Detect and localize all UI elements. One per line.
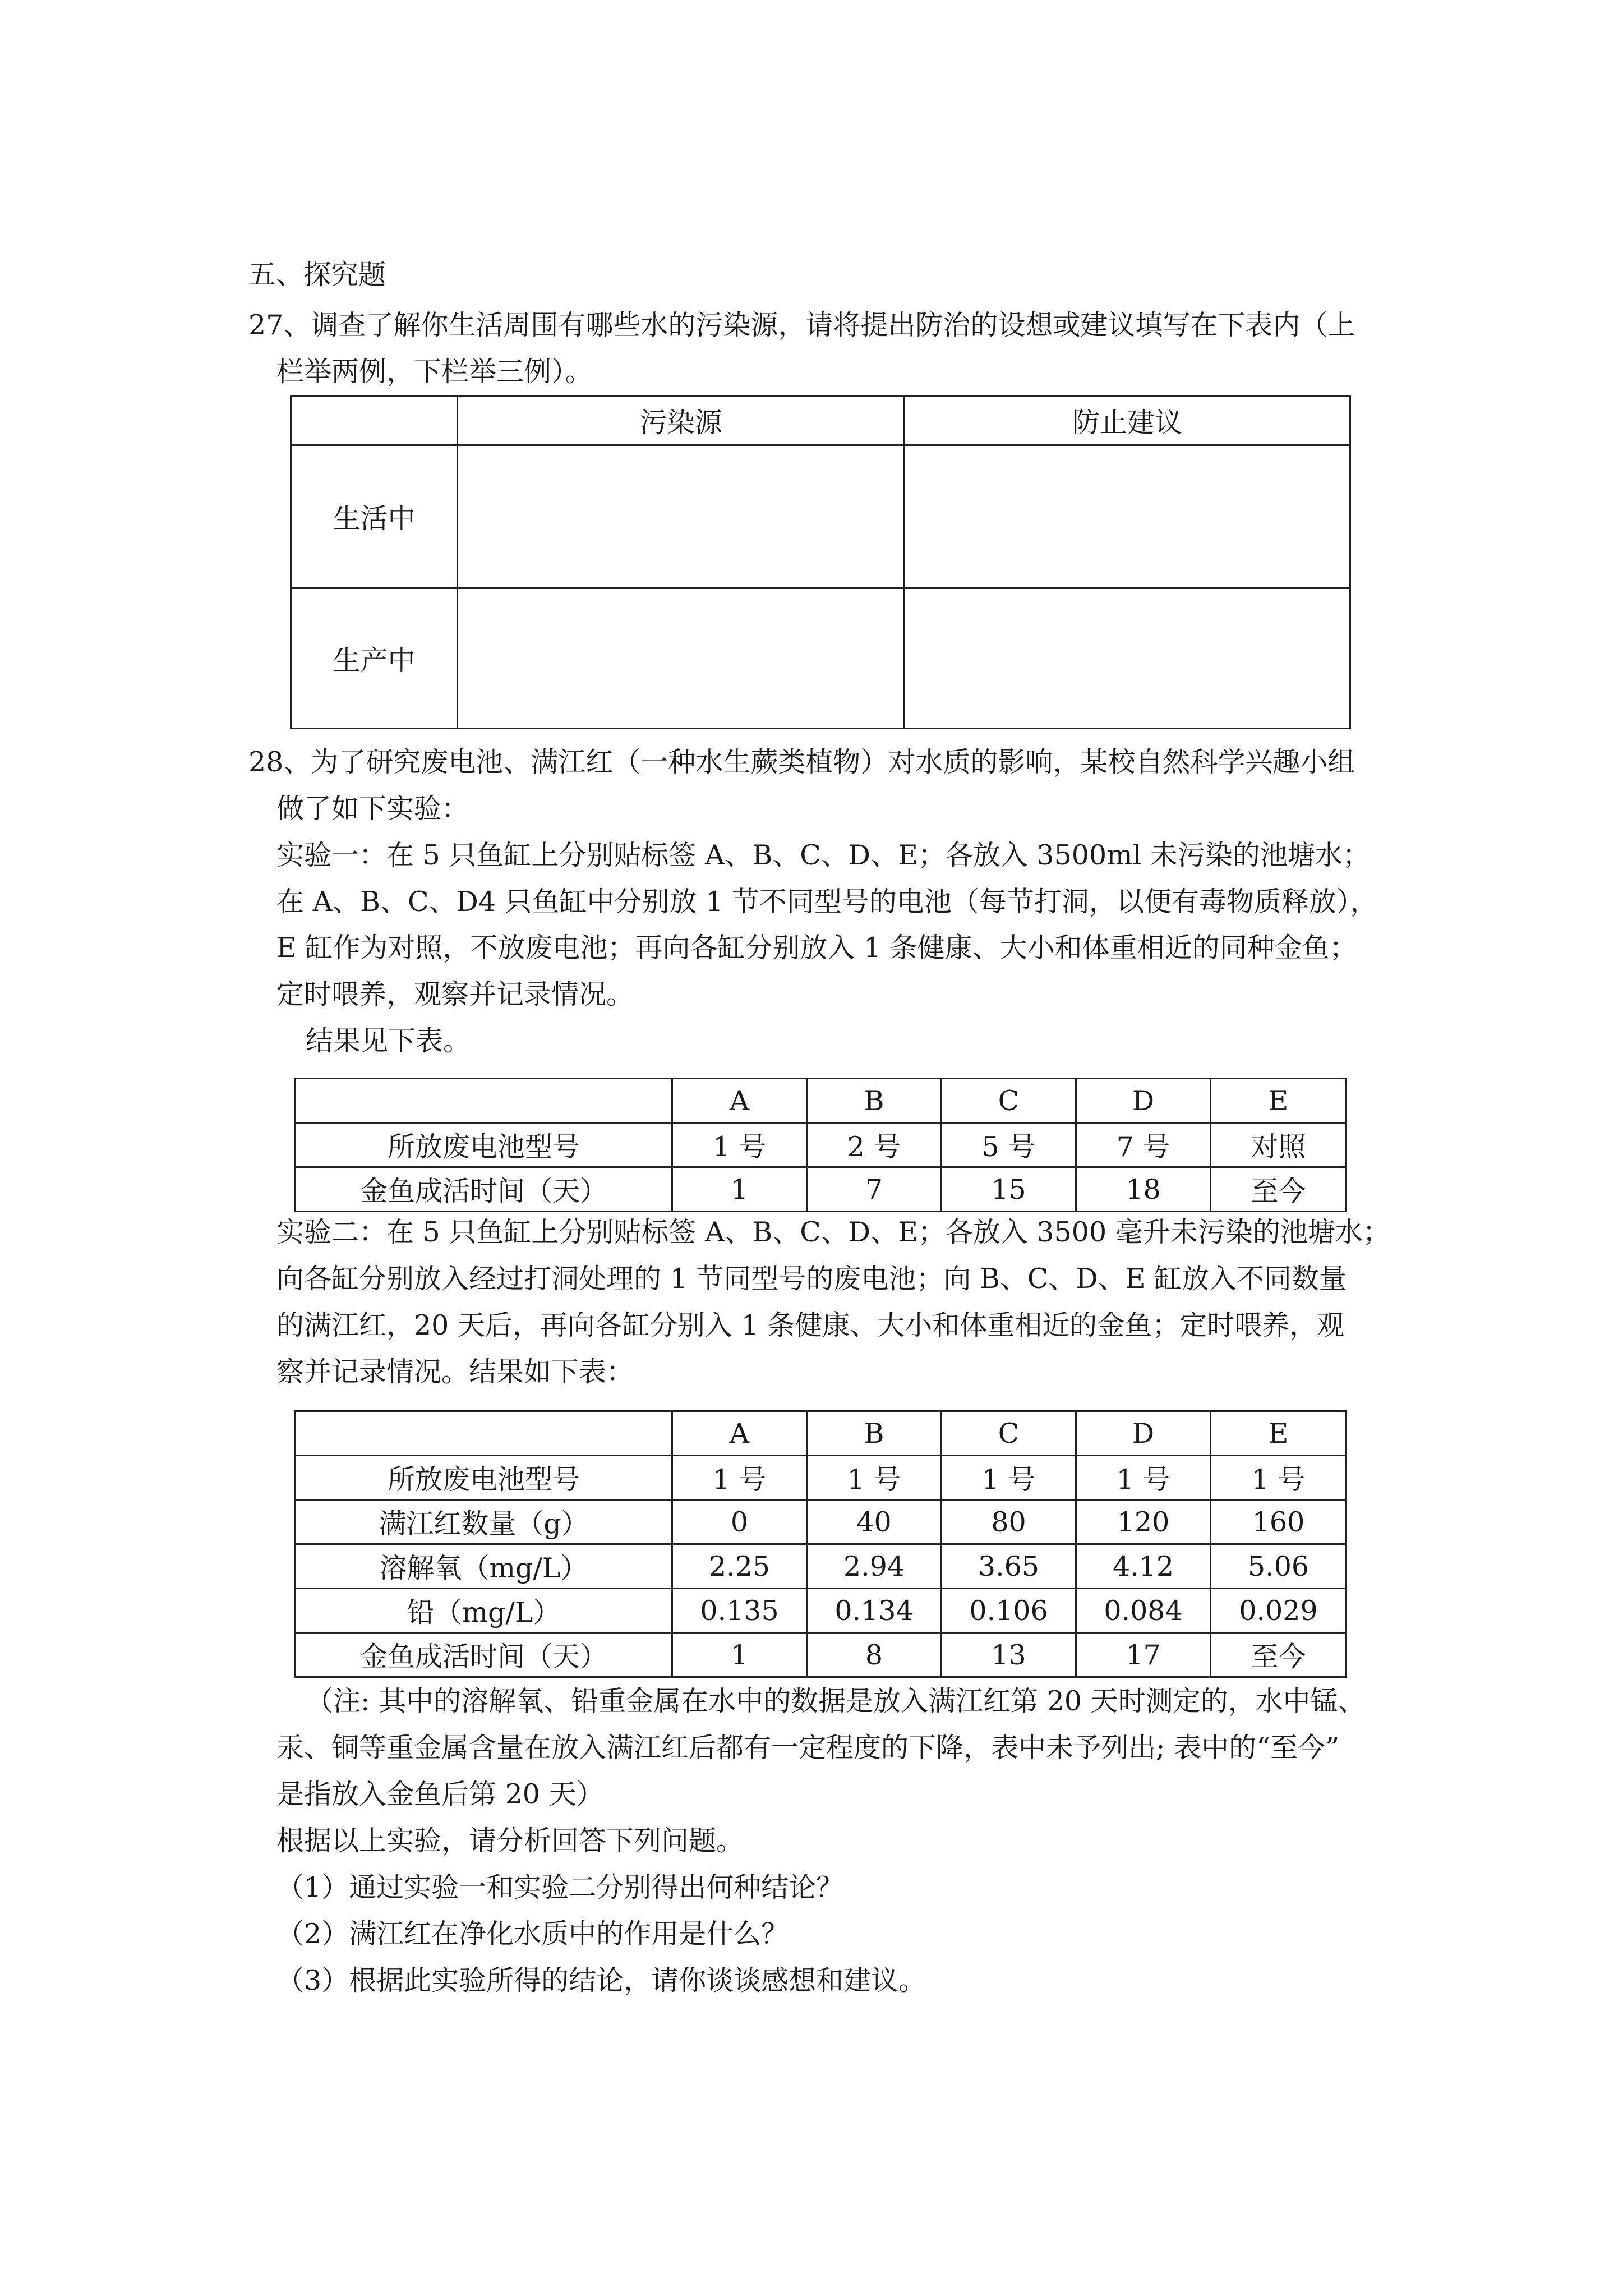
table-row (296, 1167, 1347, 1212)
sub-question: （1）通过实验一和实验二分别得出何种结论？ (276, 1871, 844, 1903)
table-cell: 所放废电池型号 (296, 1123, 672, 1167)
table-row (296, 1123, 1347, 1167)
table-cell: 2.94 (807, 1544, 942, 1589)
table-cell: 18 (1076, 1167, 1211, 1212)
table-header-cell: E (1211, 1411, 1347, 1456)
table-cell: 120 (1076, 1500, 1211, 1544)
table-row (291, 445, 1350, 588)
table-cell: 0.084 (1076, 1589, 1211, 1633)
table-cell: 7 号 (1076, 1123, 1211, 1167)
exp2-text-line: 的满江红，20 天后，再向各缸分别入 1 条健康、大小和体重相近的金鱼；定时喂养，观 (276, 1309, 1345, 1341)
table-header-cell (296, 1079, 672, 1123)
answer-cell-suggestion (905, 445, 1350, 588)
q27-text-line-1: 27、调查了解你生活周围有哪些水的污染源，请将提出防治的设想或建议填写在下表内（上 (248, 309, 1355, 341)
table-cell: 金鱼成活时间（天） (296, 1167, 672, 1212)
table-cell: 至今 (1211, 1167, 1347, 1212)
table-cell: 0.106 (942, 1589, 1076, 1633)
answer-cell-source (458, 445, 905, 588)
table-row (296, 1633, 1347, 1677)
row-label: 生产中 (291, 588, 458, 729)
table-cell: 2 号 (807, 1123, 942, 1167)
exp1-text-line: 在 A、B、C、D4 只鱼缸中分别放 1 节不同型号的电池（每节打洞，以便有毒物质释放）， (276, 886, 1378, 918)
table-cell: 13 (942, 1633, 1076, 1677)
table-header-cell (296, 1411, 672, 1456)
table-cell: 5.06 (1211, 1544, 1347, 1589)
table-header-cell: B (807, 1079, 942, 1123)
table-header-cell: C (942, 1079, 1076, 1123)
note-line: 是指放入金鱼后第 20 天） (276, 1778, 604, 1810)
table-cell: 1 号 (942, 1456, 1076, 1500)
table-header-row (296, 1079, 1347, 1123)
table-cell: 3.65 (942, 1544, 1076, 1589)
table-cell: 80 (942, 1500, 1076, 1544)
table-cell: 4.12 (1076, 1544, 1211, 1589)
q28-text-line-2: 做了如下实验： (276, 793, 469, 825)
table-cell: 铅（mg/L） (296, 1589, 672, 1633)
section-title: 五、探究题 (248, 259, 386, 291)
table-header-row (296, 1411, 1347, 1456)
exp2-text-line: 察并记录情况。结果如下表： (276, 1356, 634, 1388)
exp1-text-line: 实验一：在 5 只鱼缸上分别贴标签 A、B、C、D、E；各放入 3500ml 未污染的池塘水； (276, 839, 1370, 871)
table-cell: 1 (672, 1633, 807, 1677)
table-header-cell: D (1076, 1079, 1211, 1123)
table-row (296, 1589, 1347, 1633)
table-cell: 160 (1211, 1500, 1347, 1544)
table-cell: 1 号 (807, 1456, 942, 1500)
table-header-cell: C (942, 1411, 1076, 1456)
analysis-prompt: 根据以上实验，请分析回答下列问题。 (276, 1825, 744, 1857)
table-cell: 1 号 (1211, 1456, 1347, 1500)
table-header-cell (291, 397, 458, 445)
table-header-cell: A (672, 1411, 807, 1456)
exp1-result-caption: 结果见下表。 (306, 1025, 471, 1057)
table-cell: 0 (672, 1500, 807, 1544)
table-header-cell: B (807, 1411, 942, 1456)
table-header-row (291, 397, 1350, 445)
table-cell: 40 (807, 1500, 942, 1544)
table-cell: 金鱼成活时间（天） (296, 1633, 672, 1677)
table-cell: 所放废电池型号 (296, 1456, 672, 1500)
table-row (296, 1456, 1347, 1500)
exp2-results-table (294, 1410, 1347, 1678)
sub-question: （2）满江红在净化水质中的作用是什么？ (276, 1918, 789, 1950)
table-cell: 溶解氧（mg/L） (296, 1544, 672, 1589)
table-cell: 2.25 (672, 1544, 807, 1589)
table-cell: 1 号 (1076, 1456, 1211, 1500)
table-cell: 1 (672, 1167, 807, 1212)
table-cell: 17 (1076, 1633, 1211, 1677)
table-cell: 5 号 (942, 1123, 1076, 1167)
table-cell: 满江红数量（g） (296, 1500, 672, 1544)
q28-text-line-1: 28、为了研究废电池、满江红（一种水生蕨类植物）对水质的影响，某校自然科学兴趣小组 (248, 746, 1355, 778)
answer-cell-suggestion (905, 588, 1350, 729)
table-cell: 1 号 (672, 1123, 807, 1167)
table-row (296, 1500, 1347, 1544)
table-row (296, 1544, 1347, 1589)
table-header-cell: A (672, 1079, 807, 1123)
table-header-cell: 防止建议 (905, 397, 1350, 445)
table-cell: 15 (942, 1167, 1076, 1212)
sub-question: （3）根据此实验所得的结论，请你谈谈感想和建议。 (276, 1964, 926, 1996)
table-cell: 7 (807, 1167, 942, 1212)
exp1-results-table (294, 1078, 1347, 1212)
note-line: （注: 其中的溶解氧、铅重金属在水中的数据是放入满江红第 20 天时测定的，水中锰、 (306, 1685, 1366, 1717)
table-cell: 0.135 (672, 1589, 807, 1633)
table-cell: 0.134 (807, 1589, 942, 1633)
exp1-text-line: 定时喂养，观察并记录情况。 (276, 978, 634, 1010)
table-cell: 1 号 (672, 1456, 807, 1500)
table-header-cell: D (1076, 1411, 1211, 1456)
table-header-cell: 污染源 (458, 397, 905, 445)
table-cell: 至今 (1211, 1633, 1347, 1677)
row-label: 生活中 (291, 445, 458, 588)
exp2-text-line: 实验二：在 5 只鱼缸上分别贴标签 A、B、C、D、E；各放入 3500 毫升未污染的池塘水； (276, 1216, 1390, 1248)
table-header-cell: E (1211, 1079, 1347, 1123)
table-row (291, 588, 1350, 729)
table-cell: 8 (807, 1633, 942, 1677)
note-line: 汞、铜等重金属含量在放入满江红后都有一定程度的下降，表中未予列出; 表中的“至今” (276, 1732, 1340, 1764)
q27-text-line-2: 栏举两例，下栏举三例）。 (276, 356, 593, 388)
exp2-text-line: 向各缸分别放入经过打洞处理的 1 节同型号的废电池；向 B、C、D、E 缸放入不同数量 (276, 1263, 1347, 1295)
table-cell: 0.029 (1211, 1589, 1347, 1633)
exp1-text-line: E 缸作为对照，不放废电池；再向各缸分别放入 1 条健康、大小和体重相近的同种金鱼； (276, 932, 1357, 964)
answer-cell-source (458, 588, 905, 729)
q27-pollution-table (290, 395, 1351, 729)
table-cell: 对照 (1211, 1123, 1347, 1167)
